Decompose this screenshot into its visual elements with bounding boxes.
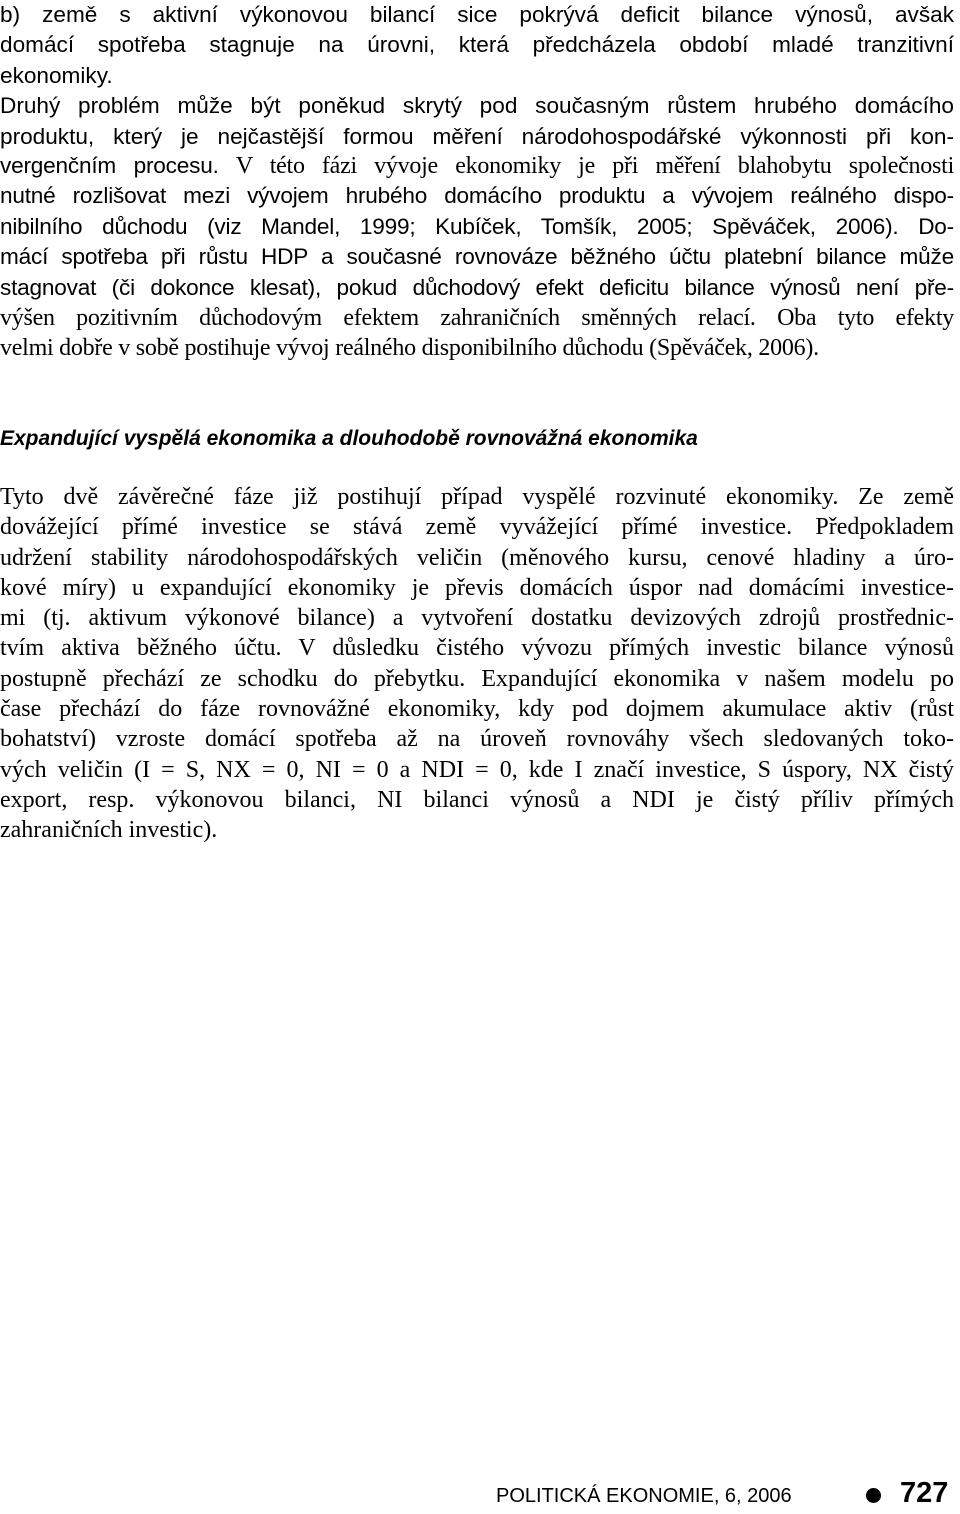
text-line: Druhý problém může být poněkud skrytý pod současným růstem hrubého domácího bbox=[0, 93, 954, 119]
text-line: mácí spotřeba při růstu HDP a současné rovnováze běžného účtu platební bilance může bbox=[0, 244, 954, 270]
text-line: výšen pozitivním důchodovým efektem zahraničních směnných relací. Oba tyto efekty bbox=[0, 305, 954, 332]
text-line: stagnovat (či dokonce klesat), pokud důchodový efekt deficitu bilance výnosů není pře- bbox=[0, 274, 954, 300]
text-line: ekonomiky. bbox=[0, 62, 113, 88]
text-line: nutné rozlišovat mezi vývojem hrubého domácího produktu a vývojem reálného dispo- bbox=[0, 183, 954, 209]
page-footer bbox=[496, 1474, 956, 1514]
text-line: vých veličin (I = S, NX = 0, NI = 0 a NDI = 0, kde I značí investice, S úspory, NX čistý bbox=[0, 756, 954, 783]
text-line: dovážející přímé investice se stává země vyvážející přímé investice. Předpokladem bbox=[0, 514, 954, 541]
text-line: nibilního důchodu (viz Mandel, 1999; Kubíček, Tomšík, 2005; Spěváček, 2006). Do- bbox=[0, 213, 954, 239]
text-line bbox=[0, 151, 954, 181]
text-line: velmi dobře v sobě postihuje vývoj reálného disponibilního důchodu (Spěváček, 2006). bbox=[0, 335, 819, 362]
text-line: postupně přechází ze schodku do přebytku. Expandující ekonomika v našem modelu po bbox=[0, 665, 954, 692]
text-segment-sans: vergenčním procesu. bbox=[0, 153, 219, 178]
text-line: b) země s aktivní výkonovou bilancí sice pokrývá deficit bilance výnosů, avšak bbox=[0, 2, 954, 27]
text-line: čase přechází do fáze rovnovážné ekonomiky, kdy pod dojmem akumulace aktiv (růst bbox=[0, 696, 954, 723]
text-line: mi (tj. aktivum výkonové bilance) a vytvoření dostatku devizových zdrojů prostřednic- bbox=[0, 605, 954, 632]
text-line: domácí spotřeba stagnuje na úrovni, která předcházela období mladé tranzitivní bbox=[0, 32, 954, 58]
text-line: bohatství) vzroste domácí spotřeba až na úroveň rovnováhy všech sledovaných toko- bbox=[0, 726, 954, 753]
page-number: 727 bbox=[900, 1477, 949, 1509]
text-line: produktu, který je nejčastější formou měření národohospodářské výkonnosti při kon- bbox=[0, 123, 954, 149]
expanding-economy-paragraph bbox=[0, 482, 954, 846]
text-line: kové míry) u expandující ekonomiky je převis domácích úspor nad domácími investice- bbox=[0, 574, 954, 601]
text-line: tvím aktiva běžného účtu. V důsledku čistého vývozu přímých investic bilance výnosů bbox=[0, 635, 954, 662]
mixed-font-paragraph bbox=[0, 151, 954, 364]
bullet-icon bbox=[866, 1488, 881, 1503]
text-line: Tyto dvě závěrečné fáze již postihují případ vyspělé rozvinuté ekonomiky. Ze země bbox=[0, 484, 954, 510]
text-line: zahraničních investic). bbox=[0, 817, 218, 844]
intro-paragraph bbox=[0, 0, 954, 152]
journal-name: POLITICKÁ EKONOMIE, 6, 2006 bbox=[496, 1485, 792, 1507]
text-line: export, resp. výkonovou bilanci, NI bilanci výnosů a NDI je čistý příliv přímých bbox=[0, 786, 954, 813]
text-line: udržení stability národohospodářských veličin (měnového kursu, cenové hladiny a úro- bbox=[0, 544, 954, 571]
text-segment-serif: V této fázi vývoje ekonomiky je při měření blahobytu společnosti bbox=[235, 153, 954, 179]
section-heading: Expandující vyspělá ekonomika a dlouhodobě rovnovážná ekonomika bbox=[0, 427, 698, 450]
